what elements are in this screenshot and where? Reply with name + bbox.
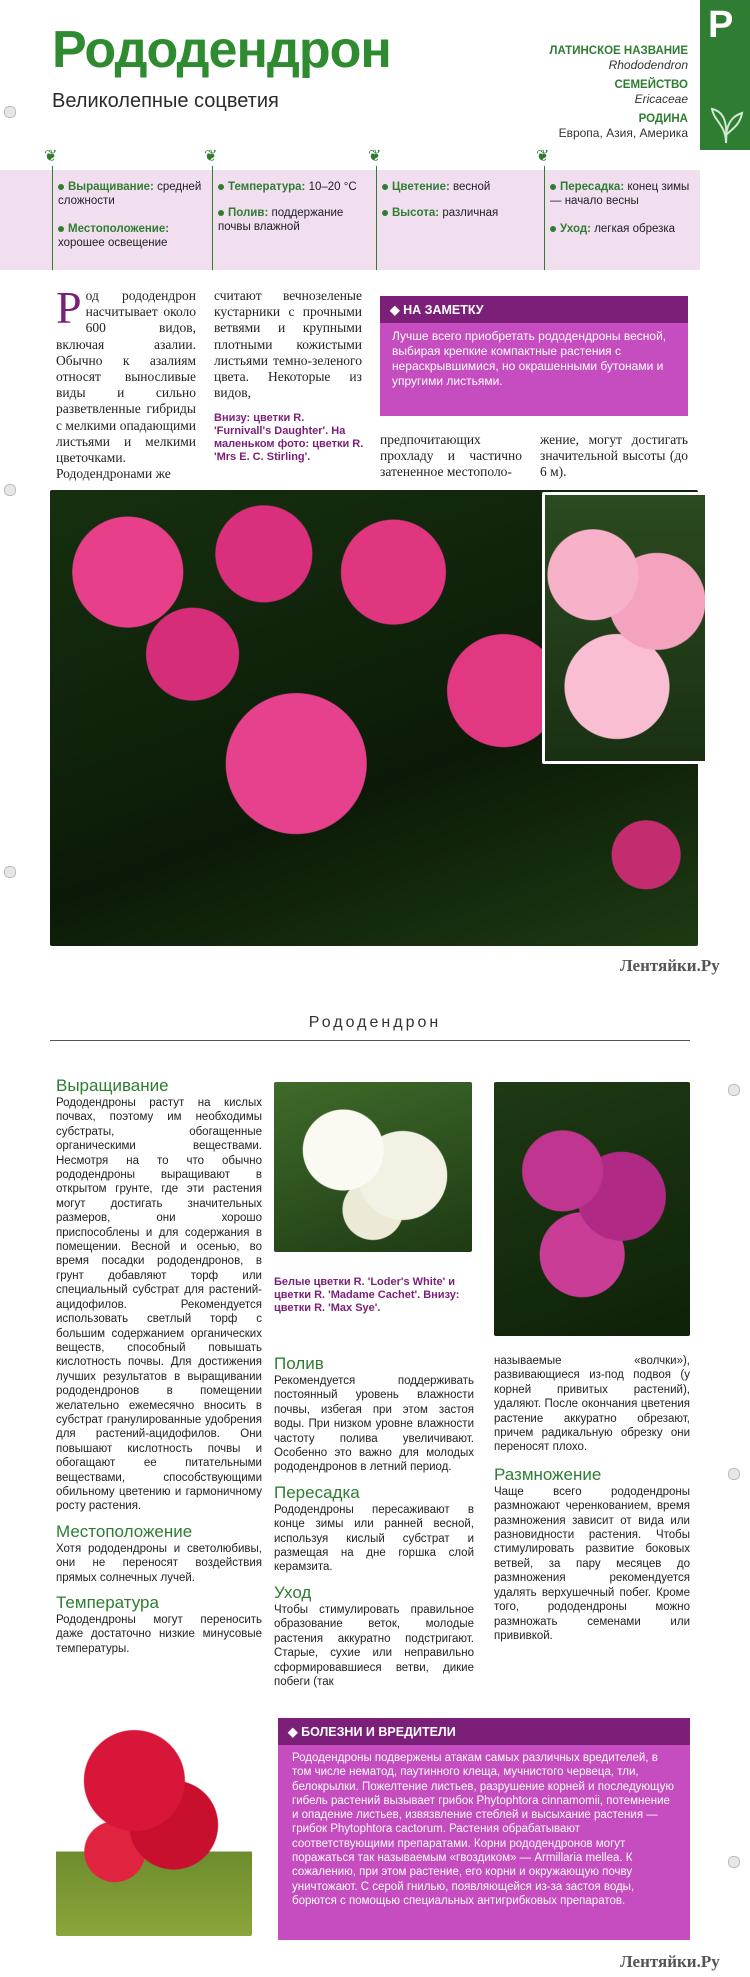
note-heading: ◆ НА ЗАМЕТКУ [380,296,688,323]
stem-divider [544,166,545,270]
note-text: Лучше всего приобретать рододендроны весной, выбирая крепкие компактные растения с нераскрывшимися, но окрашенными бутонами и упругими листьями. [392,329,667,388]
stem-divider [52,166,53,270]
temperature-text: Рододендроны могут переносить даже достаточно низкие минусовые температуры. [56,1614,262,1655]
band-temperature: Температура: 10–20 °C [218,180,374,194]
pests-heading: ◆ БОЛЕЗНИ И ВРЕДИТЕЛИ [278,1718,690,1745]
location-heading: Местоположение [56,1521,193,1541]
latin-name-key: ЛАТИНСКОЕ НАЗВАНИЕ [549,45,688,57]
pests-text: Рододендроны подвержены атакам самых различных вредителей, в том числе нематод, паутинного клеща, мучнистого червеца, тли, белокрылки. Пожелтение листьев, разрушение корней и последующую гибель растений вызывает грибок Phytophtora cinnamomii, потемнение и опадение листьев, извязвление стеблей и высыхание растения — грибок Phytophtora cactorum. Растения обрабатывают соответствующими препаратами. Корни рододендронов могут поражаться так называемым «гвоздиком» — Armillaria mellea. К сожалению, при этом растение, его корни и окружающую почву уничтожают. С серой гнилью, появляющейся из-за застоя воды, борются с помощью специальных антигрибковых препаратов. [292,1752,674,1907]
watermark: Лентяйки.Ру [620,1952,720,1971]
propagation-heading: Размножение [494,1464,602,1484]
purple-flower-photo [494,1082,690,1336]
binder-hole [728,1084,740,1096]
column-2 [274,1354,474,1689]
stem-divider [376,166,377,270]
binder-hole [4,106,16,118]
band-care: Уход: легкая обрезка [550,222,698,236]
stem-divider [212,166,213,270]
binder-hole [4,484,16,496]
care-heading: Уход [274,1582,312,1602]
location-text: Хотя рододендроны и светолюбивы, они не переносят воздействия прямых солнечных лучей. [56,1542,262,1584]
intro-column-4: жение, могут достигать значительной высоты (до 6 м). [540,432,688,480]
growing-text: Рододендроны растут на кислых почвах, поэтому им необходимы субстраты, обогащенные органическими веществами. Несмотря на то что обычно рододендроны выращивают в открытом грунте, где эти растения могут достигать значительных размеров, они хорошо приспособлены и для содержания в помещении. Весной и осенью, во время посадки рододендронов, в грунт добавляют торф или специальный субстрат для растений-ацидофилов. Рекомендуется использовать светлый торф с большим содержанием органических веществ, способный повышать кислотность почвы. Для достижения лучших результатов в выращивании рододендронов в помещении желательно ежемесячно вносить в субстрат гранулированные удобрения для растений-ацидофилов. Они повышают кислотность почвы и обогащают ее питательными веществами, способствующими обильному цветению и гармоничному росту растения. [56,1097,262,1513]
note-box [380,296,688,416]
band-height: Высота: различная [382,206,540,220]
latin-name-value: Rhododendron [608,58,688,72]
photo-caption: Внизу: цветки R. 'Furnivall's Daughter'. На маленьком фото: цветки R. 'Mrs E. C. Stirling'. [214,412,364,463]
repotting-text: Рододендроны пересаживают в конце зимы или ранней весной, используя кислый субстрат и размещая на дне горшка слой керамзита. [274,1503,474,1574]
binder-hole [728,1468,740,1480]
page2-title: Рододендрон [308,1014,442,1031]
care-text-continued: называемые «волчки»), развивающиеся из-под подвоя (у корней привитых растений), удаляют. После окончания цветения растение аккуратно обрезают, причем радикальную обрезку они переносят плохо. [494,1355,690,1454]
band-growing: Выращивание: средней сложности [58,181,202,207]
intro-column-1: Род рододендрон насчитывает около 600 видов, включая азалии. Обычно к азалиям относят выносливые виды и сильно разветвленные гибриды с мелкими опадающими листьями и мелкими цветочками. Рододендронами же [56,282,196,482]
intro-column-2: считают вечнозеленые кустарники с прочными ветвями и крупными плотными кожистыми листьями темно-зеленого цвета. Некоторые из видов, [214,288,362,401]
band-watering: Полив: поддержание почвы влажной [218,207,344,233]
sprout-icon: ❦ [44,148,58,165]
band-location: Местоположение: хорошее освещение [58,223,170,249]
page-title: Рододендрон [52,21,391,79]
repotting-heading: Пересадка [274,1482,360,1502]
page-subtitle: Великолепные соцветия [52,90,279,112]
binder-hole [728,1856,740,1868]
leaf-icon [706,95,746,145]
drop-cap: Р [56,282,82,333]
growing-heading: Выращивание [56,1076,169,1095]
small-rhododendron-photo [542,492,708,764]
origin-key: РОДИНА [638,113,688,125]
index-letter: Р [708,4,734,46]
red-flower-photo [56,1714,252,1936]
column-1 [56,1076,262,1656]
band-repotting: Пересадка: конец зимы — начало весны [550,181,690,207]
column-3 [494,1354,690,1643]
band-bloom: Цветение: весной [382,180,540,194]
temperature-heading: Температура [56,1593,159,1612]
watering-text: Рекомендуется поддерживать постоянный уровень влажности почвы, избегая при этом застоя воды. При низком уровне влажности частоту полива увеличивают. Особенно это важно для молодых рододендронов в летний период. [274,1375,474,1474]
sprout-icon: ❦ [204,148,218,165]
binder-hole [4,866,16,878]
watering-heading: Полив [274,1354,324,1373]
intro-column-3: предпочитающих прохладу и частично затененное местополо- [380,432,522,480]
watermark: Лентяйки.Ру [620,956,720,975]
propagation-text: Чаще всего рододендроны размножают черенкованием, время размножения зависит от вида или разновидности растения. Чтобы стимулировать развитие боковых ветвей, за пару месяцев до размножения рекомендуется удалять верхушечный побег. Кроме того, рододендроны можно размножать семенами или прививкой. [494,1485,690,1642]
care-text: Чтобы стимулировать правильное образование веток, молодые растения аккуратно подстригают. Старые, сухие или неправильно сформировавшиеся ветви, дикие побеги (так [274,1603,474,1688]
pests-box [278,1718,690,1940]
title-rule [50,1040,690,1041]
white-flower-photo [274,1082,472,1252]
family-key: СЕМЕЙСТВО [614,79,688,91]
photos-caption: Белые цветки R. 'Loder's White' и цветки R. 'Madame Cachet'. Внизу: цветки R. 'Max Sye'. [274,1276,460,1314]
family-value: Ericaceae [634,92,688,106]
sprout-icon: ❦ [368,148,382,165]
sprout-icon: ❦ [536,148,550,165]
origin-value: Европа, Азия, Америка [558,126,688,140]
plant-meta [530,44,688,146]
